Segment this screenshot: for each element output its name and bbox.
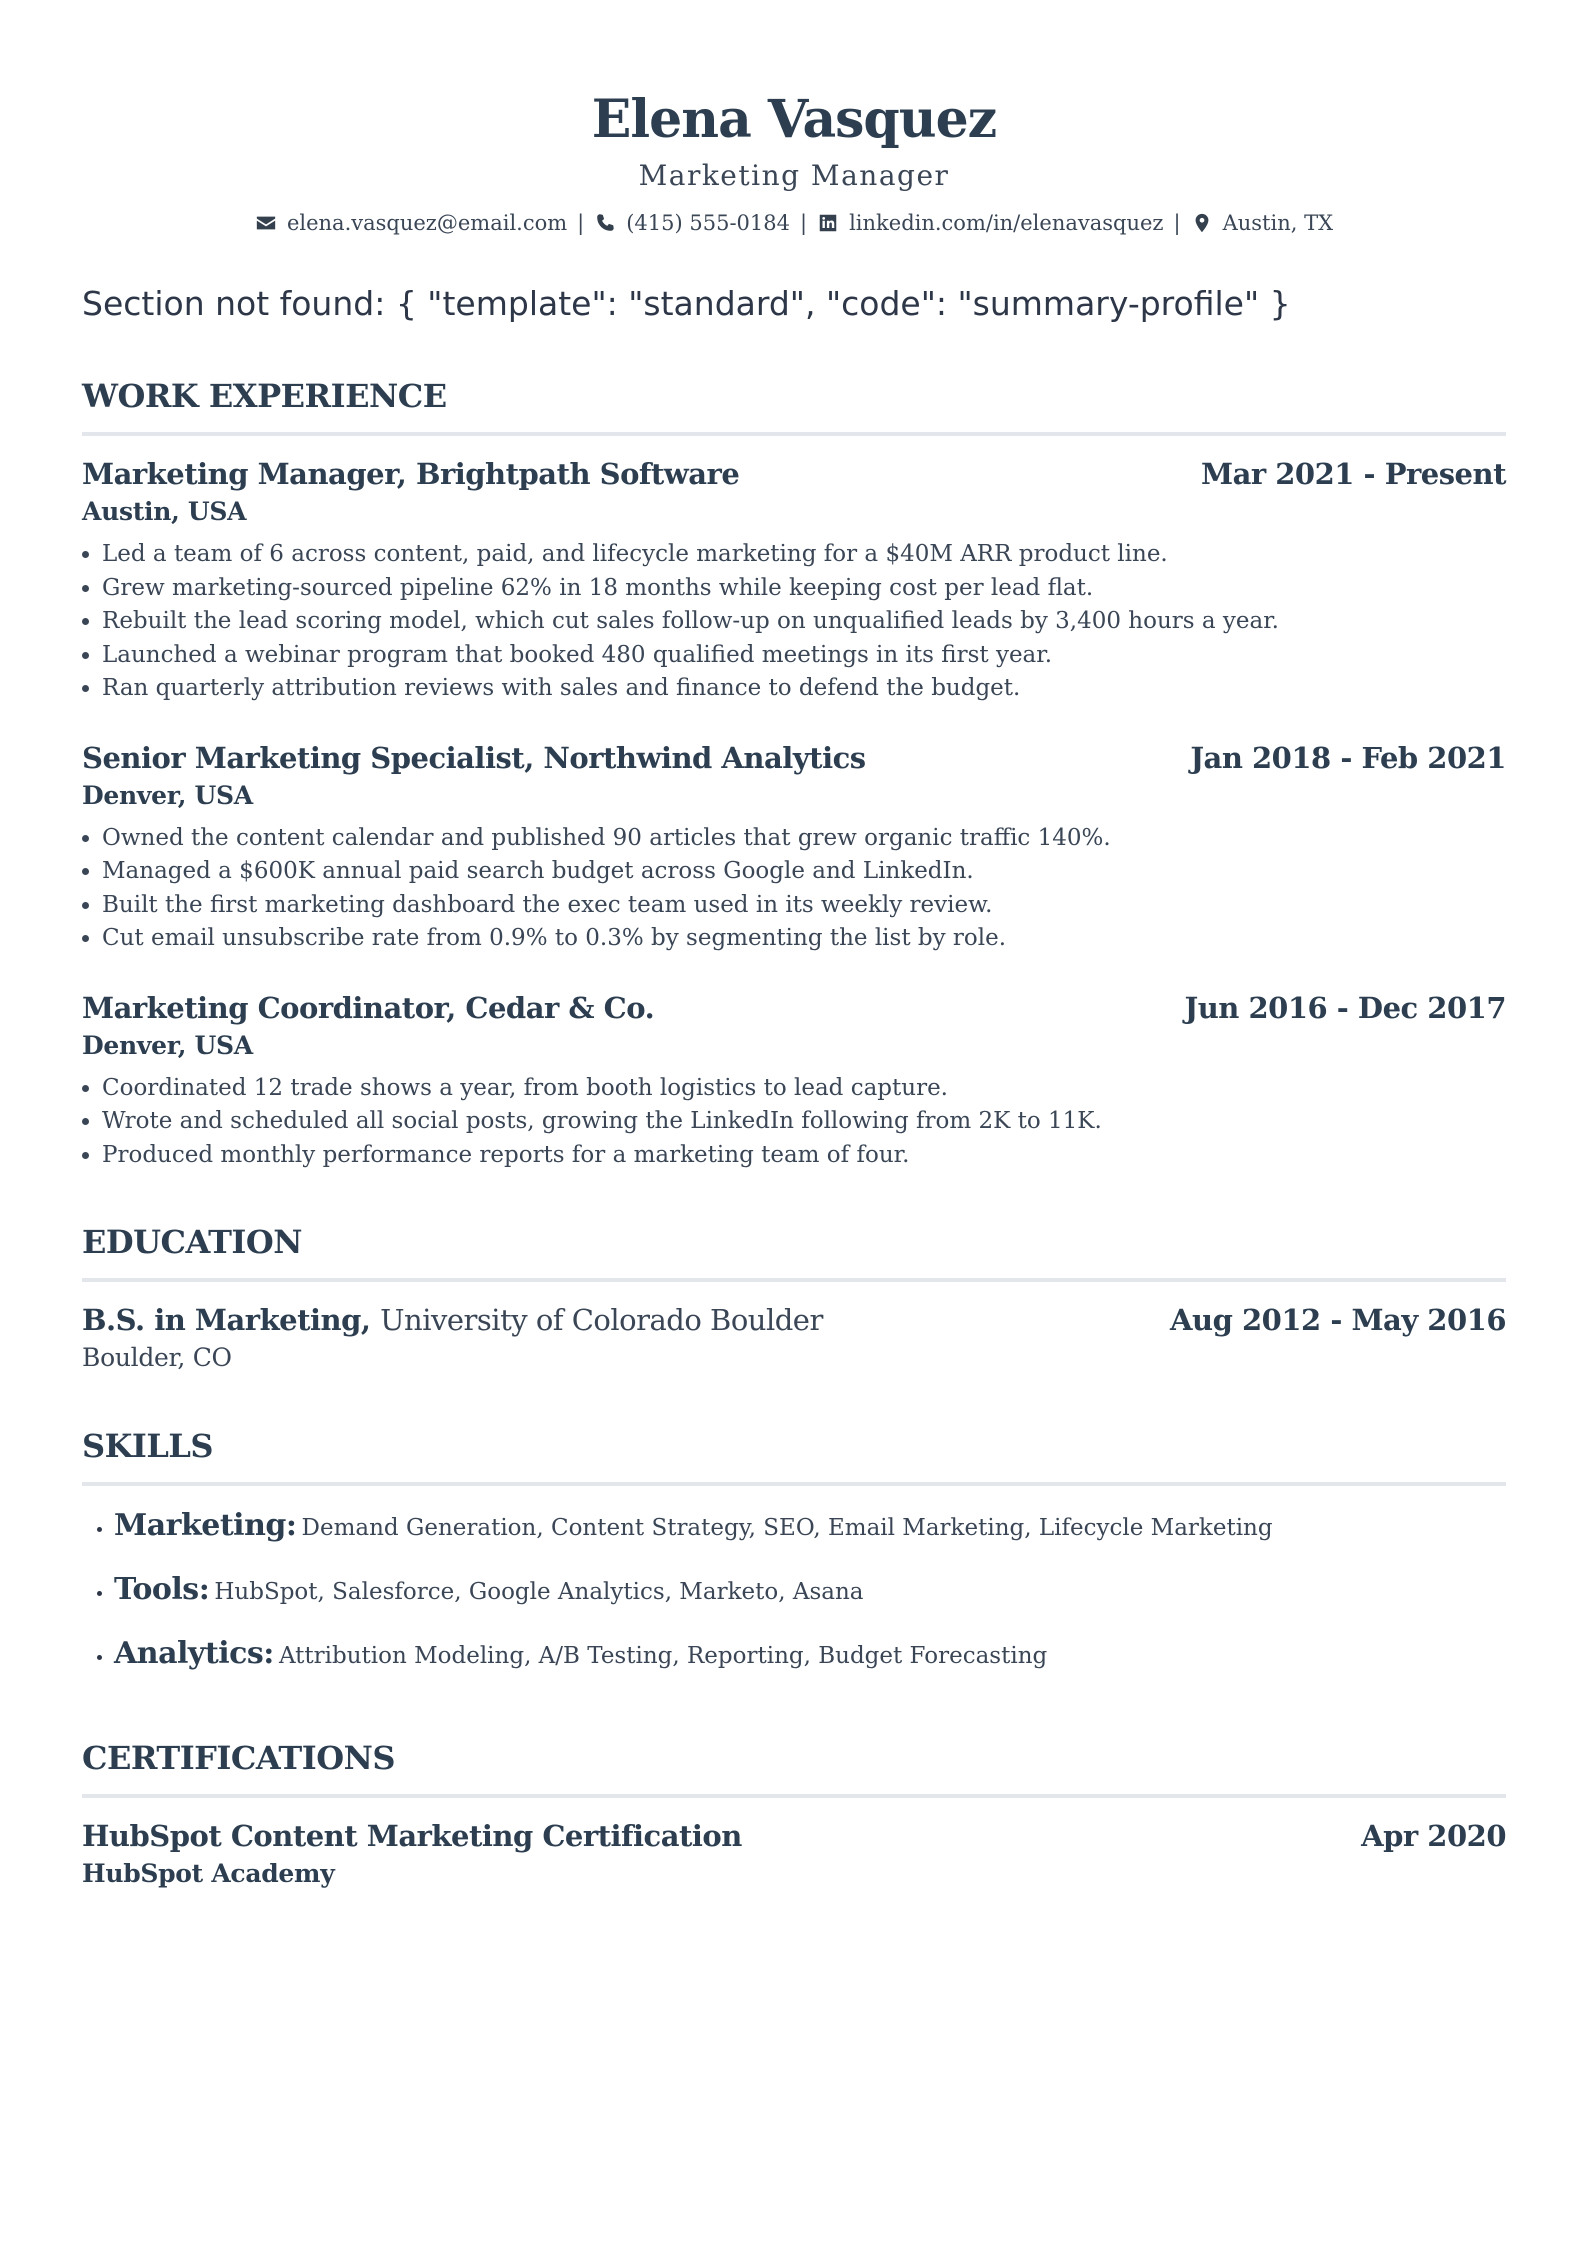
contact-location: [1191, 208, 1333, 238]
education-entry: [82, 1300, 1506, 1376]
bullet-item: • Managed a $600K annual paid search budget across Google and LinkedIn.: [102, 855, 1506, 889]
job-dates: Jun 2016 - Dec 2017: [1184, 990, 1506, 1025]
linkedin-icon: [817, 212, 839, 234]
skills-list: [82, 1496, 1506, 1688]
degree: B.S. in Marketing,: [82, 1303, 371, 1337]
job-location: Austin, USA: [82, 497, 247, 526]
skill-item: [114, 1496, 1506, 1560]
skills-section: [82, 1426, 1506, 1688]
school: University of Colorado Boulder: [380, 1303, 823, 1337]
education-location: Boulder, CO: [82, 1343, 232, 1372]
candidate-title: Marketing Manager: [638, 159, 950, 192]
phone-text[interactable]: (415) 555-0184: [626, 211, 790, 235]
education-dates: Aug 2012 - May 2016: [1170, 1303, 1506, 1337]
bullet-item: • Produced monthly performance reports for a marketing team of four.: [102, 1139, 1506, 1173]
contact-linkedin[interactable]: [817, 208, 1163, 238]
contact-separator: |: [1173, 211, 1181, 235]
job-dates: Mar 2021 - Present: [1200, 457, 1506, 491]
contact-phone[interactable]: [594, 208, 790, 238]
bullet-item: • Built the first marketing dashboard the exec team used in its weekly review.: [102, 889, 1506, 923]
section-heading: SKILLS: [82, 1426, 1506, 1486]
bullet-item: • Wrote and scheduled all social posts, growing the LinkedIn following from 2K to 11K.: [102, 1105, 1506, 1139]
job-title: Marketing Coordinator, Cedar & Co.: [82, 990, 655, 1025]
skill-item: [114, 1624, 1506, 1688]
work-experience-section: [82, 376, 1506, 1172]
phone-icon: [594, 212, 616, 234]
contact-line: [82, 208, 1506, 238]
location-text: Austin, TX: [1222, 211, 1334, 235]
education-section: [82, 1222, 1506, 1376]
bullet-item: • Led a team of 6 across content, paid, and lifecycle marketing for a $40M ARR product line.: [102, 538, 1506, 572]
skill-values: HubSpot, Salesforce, Google Analytics, Marketo, Asana: [214, 1579, 864, 1605]
contact-separator: |: [800, 211, 808, 235]
job-bullets: [82, 538, 1506, 706]
skill-item: [114, 1560, 1506, 1624]
bullet-item: • Grew marketing-sourced pipeline 62% in 18 months while keeping cost per lead flat.: [102, 572, 1506, 606]
job-entry: [82, 988, 1506, 1173]
certification-entry: [82, 1816, 1506, 1892]
job-location: Denver, USA: [82, 1030, 253, 1060]
bullet-item: • Rebuilt the lead scoring model, which cut sales follow-up on unqualified leads by 3,400 hours a year.: [102, 605, 1506, 639]
certifications-section: [82, 1738, 1506, 1892]
map-pin-icon: [1191, 212, 1213, 234]
linkedin-text[interactable]: linkedin.com/in/elenavasquez: [849, 211, 1164, 235]
certification-date: Apr 2020: [1361, 1819, 1506, 1853]
certification-name: HubSpot Content Marketing Certification: [82, 1819, 742, 1853]
certification-issuer: HubSpot Academy: [82, 1859, 335, 1888]
job-entry: [82, 454, 1506, 706]
bullet-item: • Ran quarterly attribution reviews with sales and finance to defend the budget.: [102, 672, 1506, 706]
skill-category: Analytics:: [114, 1636, 274, 1671]
section-heading: WORK EXPERIENCE: [82, 376, 1506, 436]
job-title: Marketing Manager, Brightpath Software: [82, 457, 740, 491]
resume-header: [82, 0, 1506, 238]
bullet-item: • Owned the content calendar and published 90 articles that grew organic traffic 140%.: [102, 822, 1506, 856]
email-text[interactable]: elena.vasquez@email.com: [286, 211, 568, 235]
job-dates: Jan 2018 - Feb 2021: [1190, 740, 1506, 775]
section-heading: EDUCATION: [82, 1222, 1506, 1282]
job-title: Senior Marketing Specialist, Northwind Analytics: [82, 740, 866, 775]
bullet-item: • Coordinated 12 trade shows a year, from booth logistics to lead capture.: [102, 1072, 1506, 1106]
skill-values: Demand Generation, Content Strategy, SEO, Email Marketing, Lifecycle Marketing: [301, 1515, 1273, 1541]
bullet-item: • Launched a webinar program that booked 480 qualified meetings in its first year.: [102, 639, 1506, 673]
skill-values: Attribution Modeling, A/B Testing, Reporting, Budget Forecasting: [278, 1643, 1048, 1669]
skill-category: Marketing:: [114, 1508, 297, 1543]
missing-section-notice: Section not found: { "template": "standard", "code": "summary-profile" }: [82, 284, 1291, 323]
job-bullets: [82, 822, 1506, 956]
job-bullets: [82, 1072, 1506, 1173]
job-entry: [82, 738, 1506, 956]
bullet-item: • Cut email unsubscribe rate from 0.9% to 0.3% by segmenting the list by role.: [102, 922, 1506, 956]
job-location: Denver, USA: [82, 780, 253, 810]
contact-email[interactable]: [255, 208, 567, 238]
contact-separator: |: [577, 211, 585, 235]
skill-category: Tools:: [114, 1572, 210, 1607]
degree-line: [82, 1300, 823, 1340]
envelope-icon: [255, 212, 277, 234]
section-heading: CERTIFICATIONS: [82, 1738, 1506, 1798]
candidate-name: Elena Vasquez: [591, 89, 997, 150]
